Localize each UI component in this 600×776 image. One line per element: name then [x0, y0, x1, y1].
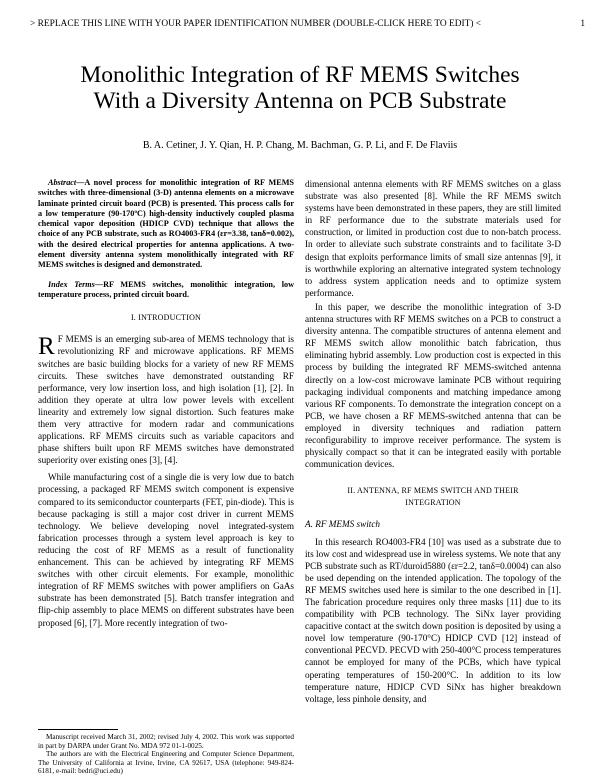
footnote	[38, 729, 294, 776]
page-number: 1	[580, 19, 585, 29]
abstract-body: —A novel process for monolithic integration of RF MEMS switches with three-dimensional (3-D) antenna elements on a microwave laminate printed circuit board (PCB) is presented. This process calls for a low temperature (90-170ºC) high-density inductively coupled plasma chemical vapor deposition (HDICP CVD) technique that allows the choice of any PCB substrate, such as RO4003-FR4 (εr=3.38, tanδ=0.002), with the desired electrical properties for antenna applications. A two-element diversity antenna system monolithically integrated with RF MEMS switches is designed and demonstrated.	[38, 178, 294, 270]
running-header	[30, 19, 585, 33]
section-2-paragraph-1: In this research RO4003-FR4 [10] was used as a substrate due to its low cost and widespread use in wireless systems. We note that any PCB substrate such as RT/duroid5880 (εr=2.2, tanδ=0.0004) can also be used depending on the intended application. The topology of the RF MEMS switches used here is similar to the one described in [1]. The fabrication procedure requires only three masks [11] due to its compatibility with PCB technology. The SiNx layer providing capacitive contact at the switch down position is deposited by using a novel low temperature (90-170°C) HDICP CVD [12] instead of conventional PECVD. PECVD with 250-400°C process temperatures cannot be employed for many of the PCBs, which have typical operating temperatures of 150-200°C. In addition to its low temperature nature, HDICP CVD SiNx has higher breakdown voltage, less pinhole density, and	[305, 536, 561, 704]
section-2-heading-line-2: INTEGRATION	[405, 498, 461, 508]
footnote-paragraph-2: The authors are with the Electrical Engineering and Computer Science Department, The University of California at Irvine, Irvine, CA 92617, USA (telephone: 949-824-6181, e-mail: bedri@uci.edu)	[38, 750, 294, 776]
section-1-heading: I. INTRODUCTION	[130, 313, 202, 323]
paper-title	[0, 62, 600, 114]
author-list: B. A. Cetiner, J. Y. Qian, H. P. Chang, M. Bachman, G. P. Li, and F. De Flaviis	[142, 140, 458, 151]
header-text: > REPLACE THIS LINE WITH YOUR PAPER IDENTIFICATION NUMBER (DOUBLE-CLICK HERE TO EDIT) <	[30, 19, 482, 29]
abstract-label: Abstract	[48, 178, 77, 187]
intro-paragraph-2-continued: dimensional antenna elements with RF MEMS switches on a glass substrate was also presented [8]. While the RF MEMS switch systems have been demonstrated in these papers, they are still limited in RF performance due to the substrate materials used for construction, or limited in production cost due to non-batch process. In order to alleviate such substrate constraints and to facilitate 3-D design that exploits performance limits of small size antennas [9], it is worthwhile exploring an alternative integrated system technology to address system application needs and to optimize system performance.	[305, 179, 561, 298]
footnote-rule	[38, 729, 118, 730]
abstract	[38, 178, 294, 271]
intro-paragraph-1-text: F MEMS is an emerging sub-area of MEMS technology that is revolutionizing RF and microwave applications. RF MEMS switches are basic building blocks for a variety of new RF MEMS circuits. These switches have demonstrated outstanding RF performance, very low insertion loss, and high isolation [1], [2]. In addition they operate at ultra low power levels with excellent linearity and extremely low signal distortion. Such features make them very attractive for modern radar and communications applications. RF MEMS circuits such as variable capacitors and phase shifters built upon RF MEMS switches have demonstrated superiority over existing ones [3], [4].	[38, 334, 294, 466]
title-line-2: With a Diversity Antenna on PCB Substrate	[93, 88, 507, 114]
footnote-paragraph-1: Manuscript received March 31, 2002; revised July 4, 2002. This work was supported in part by DARPA under Grant No. MDA 972 01-1-0025.	[38, 733, 294, 750]
index-terms	[38, 280, 294, 301]
index-terms-label: Index Terms	[48, 279, 95, 289]
subsection-heading: A. RF MEMS switch	[305, 519, 381, 530]
title-line-1: Monolithic Integration of RF MEMS Switches	[80, 62, 520, 88]
intro-paragraph-1	[38, 333, 294, 466]
intro-paragraph-2: While manufacturing cost of a single die is very low due to batch processing, a packaged RF MEMS switch component is expensive compared to its semiconductor counterparts (FET, pin-diode). This is because packaging is still a major cost driver in current MEMS technology. We believe developing novel integrated-system fabrication processes through a system level approach is key to reducing the cost of RF MEMS as a result of functionality enhancement. This can be achieved by integrating RF MEMS switches with other circuit elements. For example, monolithic integration of RF MEMS switches with power amplifiers on GaAs substrate has been demonstrated [5]. Batch transfer integration and flip-chip assembly to place MEMS on different substrates have been proposed [6], [7]. More recently integration of two-	[38, 472, 294, 628]
index-terms-body: —RF MEMS switches, monolithic integration, low temperature process, printed circuit board.	[38, 279, 294, 299]
drop-cap: R	[38, 333, 55, 361]
section-2-heading-line-1: II. ANTENNA, RF MEMS SWITCH AND THEIR	[347, 486, 519, 496]
intro-paragraph-3: In this paper, we describe the monolithic integration of 3-D antenna structures with RF MEMS switches on a PCB to construct a diversity antenna. The compatible structures of antenna element and RF MEMS switch allow monolithic batch fabrication, thus eliminating hybrid assembly. Low production cost is expected in this process by building the integrated RF MEMS-switched antenna directly on a low-cost microwave laminate PCB without requiring packaging individual components and matching impedance among various RF components. To demonstrate the integration concept on a PCB, we have chosen a RF MEMS-switched antenna that can be employed in diversity techniques and radiation pattern reconfigurability to improve receiver performance. The system is physically compact so that it can be integrated easily with portable communication devices.	[305, 301, 561, 470]
right-column	[305, 178, 561, 705]
section-2-heading	[305, 485, 561, 509]
left-column	[38, 178, 294, 629]
